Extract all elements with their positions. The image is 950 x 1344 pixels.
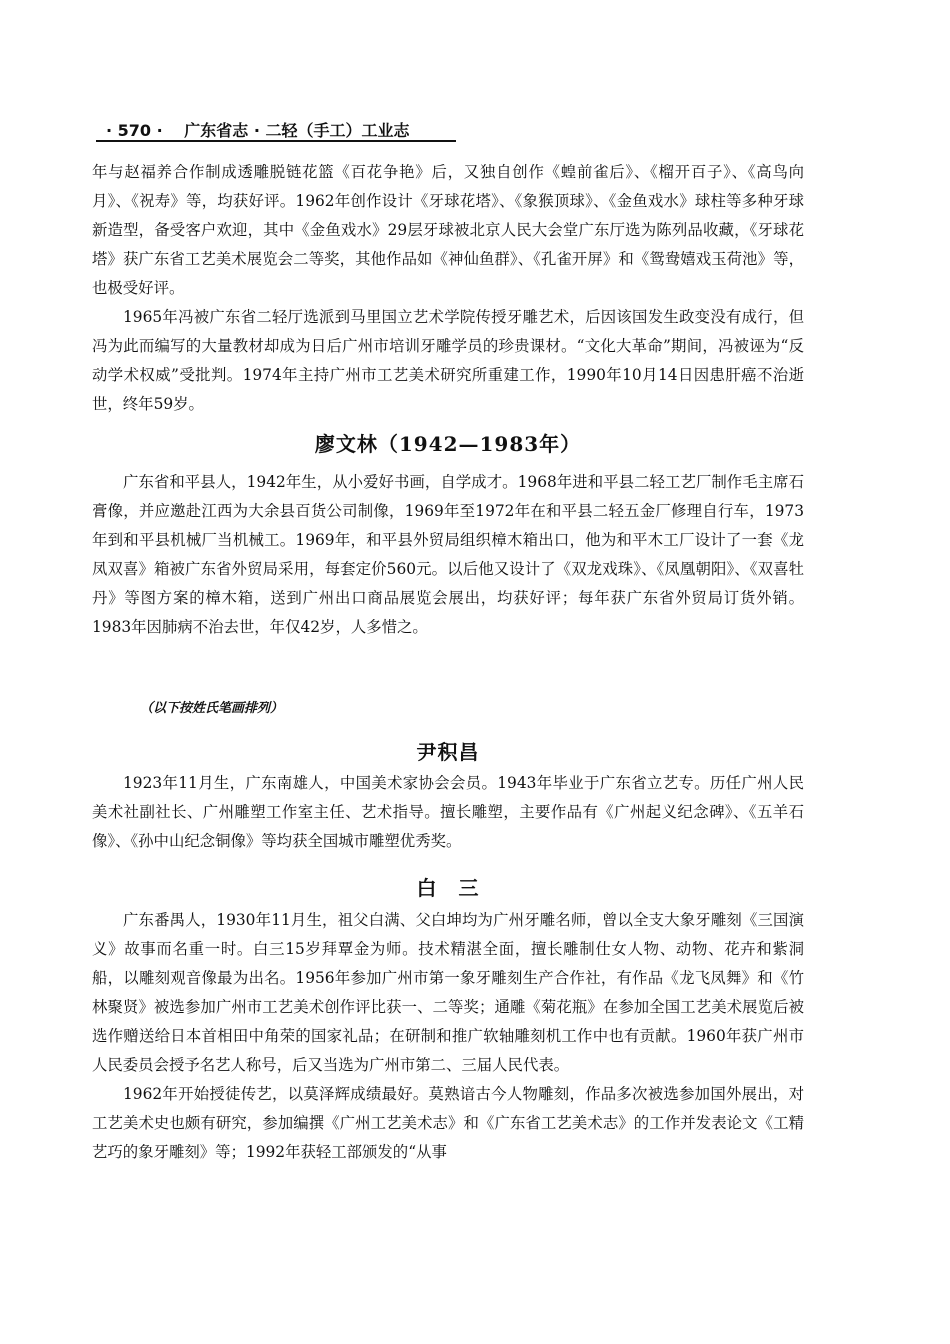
yin-paragraph-1: 1923年11月生，广东南雄人，中国美术家协会会员。1943年毕业于广东省立艺专。历任广州人民美术社副社长、广州雕塑工作室主任、艺术指导。擅长雕塑，主要作品有《广州起义纪念碑》、《五羊石像》、《孙中山纪念铜像》等均获全国城市雕塑优秀奖。: [92, 774, 804, 850]
bai-section: [92, 906, 804, 1167]
yin-section: [92, 769, 804, 856]
section-title-bai: 白 三: [416, 876, 480, 900]
intro-paragraph-2: 1965年冯被广东省二轻厅选派到马里国立艺术学院传授牙雕艺术，后因该国发生政变没有成行，但冯为此而编写的大量教材却成为日后广州市培训牙雕学员的珍贵课材。“文化大革命”期间，冯被诬为“反动学术权威”受批判。1974年主持广州市工艺美术研究所重建工作，1990年10月14日因患肝癌不治逝世，终年59岁。: [92, 308, 804, 413]
intro-section: [92, 158, 804, 419]
bai-paragraph-2: 1962年开始授徒传艺，以莫泽辉成绩最好。莫熟谙古今人物雕刻，作品多次被选参加国外展出，对工艺美术史也颇有研究，参加编撰《广州工艺美术志》和《广东省工艺美术志》的工作并发表论文《工精艺巧的象牙雕刻》等；1992年获轻工部颁发的“从事: [92, 1085, 804, 1161]
running-header: [96, 118, 456, 142]
ordering-note: （以下按姓氏笔画排列）: [140, 701, 284, 716]
liao-section: [92, 468, 804, 642]
liao-paragraph-1: 广东省和平县人，1942年生，从小爱好书画，自学成才。1968年进和平县二轻工艺厂制作毛主席石膏像，并应邀赴江西为大余县百货公司制像，1969年至1972年在和平县二轻五金厂修理自行车，1973年到和平县机械厂当机械工。1969年，和平县外贸局组织樟木箱出口，他为和平木工厂设计了一套《龙凤双喜》箱被广东省外贸局采用，每套定价560元。以后他又设计了《双龙戏珠》、《凤凰朝阳》、《双喜牡丹》等图方案的樟木箱，送到广州出口商品展览会展出，均获好评；每年获广东省外贸局订货外销。1983年因肺病不治去世，年仅42岁，人多惜之。: [92, 473, 804, 636]
page-number: · 570 ·: [106, 121, 163, 140]
book-title: 广东省志 · 二轻（手工）工业志: [184, 121, 410, 140]
intro-paragraph-1: 年与赵福养合作制成透雕脱链花篮《百花争艳》后，又独自创作《蝗前雀后》、《榴开百子》、《高鸟向月》、《祝寿》等，均获好评。1962年创作设计《牙球花塔》、《象猴顶球》、《金鱼戏水》球柱等多种牙球新造型，备受客户欢迎，其中《金鱼戏水》29层牙球被北京人民大会堂广东厅选为陈列品收藏，《牙球花塔》获广东省工艺美术展览会二等奖，其他作品如《神仙鱼群》、《孔雀开屏》和《鸳鸯嬉戏玉荷池》等，也极受好评。: [92, 163, 804, 297]
section-title-yin: 尹积昌: [416, 740, 480, 764]
bai-paragraph-1: 广东番禺人，1930年11月生，祖父白满、父白坤均为广州牙雕名师，曾以全支大象牙雕刻《三国演义》故事而名重一时。白三15岁拜覃金为师。技术精湛全面，擅长雕制仕女人物、动物、花卉和紫洞船，以雕刻观音像最为出名。1956年参加广州市第一象牙雕刻生产合作社，有作品《龙飞凤舞》和《竹林聚贤》被选参加广州市工艺美术创作评比获一、二等奖；通雕《菊花瓶》在参加全国工艺美术展览后被选作赠送给日本首相田中角荣的国家礼品；在研制和推广软轴雕刻机工作中也有贡献。1960年获广州市人民委员会授予名艺人称号，后又当选为广州市第二、三届人民代表。: [92, 911, 804, 1074]
section-title-liao: 廖文林（1942—1983年）: [314, 432, 582, 456]
